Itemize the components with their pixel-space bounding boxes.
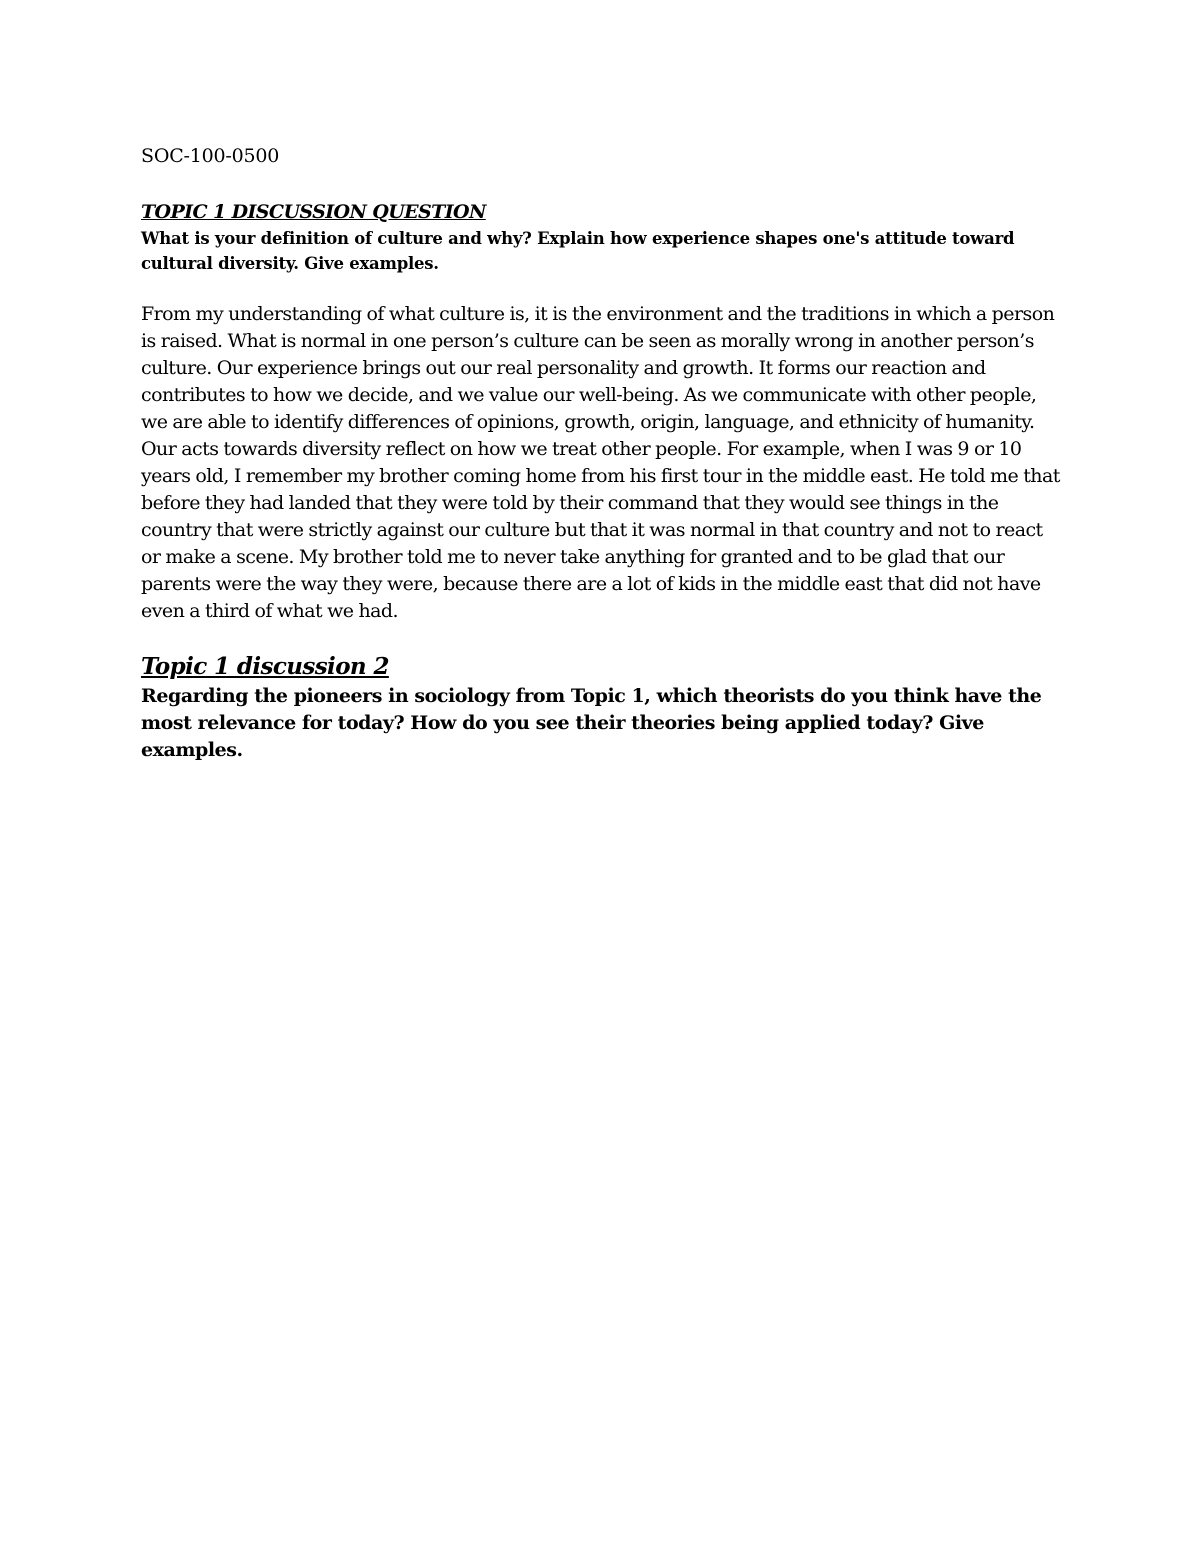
topic2-question: Regarding the pioneers in sociology from Topic 1, which theorists do you think have the most relevance for today? How do you see their theories being applied today? Give examples. (141, 685, 1042, 761)
topic1-answer: From my understanding of what culture is, it is the environment and the traditions in which a person is raised. What is normal in one person’s culture can be seen as morally wrong in another person’s culture. Our experience brings out our real personality and growth. It forms our reaction and contributes to how we decide, and we value our well-being. As we communicate with other people, we are able to identify differences of opinions, growth, origin, language, and ethnicity of humanity. Our acts towards diversity reflect on how we treat other people. For example, when I was 9 or 10 years old, I remember my brother coming home from his first tour in the middle east. He told me that before they had landed that they were told by their command that they would see things in the country that were strictly against our culture but that it was normal in that country and not to react or make a scene. My brother told me to never take anything for granted and to be glad that our parents were the way they were, because there are a lot of kids in the middle east that did not have even a third of what we had. (141, 303, 1060, 622)
topic2-heading: Topic 1 discussion 2 (141, 653, 389, 680)
course-code: SOC-100-0500 (141, 145, 280, 167)
topic1-question: What is your definition of culture and why? Explain how experience shapes one's attitude toward cultural diversity. Give examples. (141, 229, 1015, 273)
topic1-heading: TOPIC 1 DISCUSSION QUESTION (141, 201, 486, 223)
document-content (141, 143, 1066, 764)
